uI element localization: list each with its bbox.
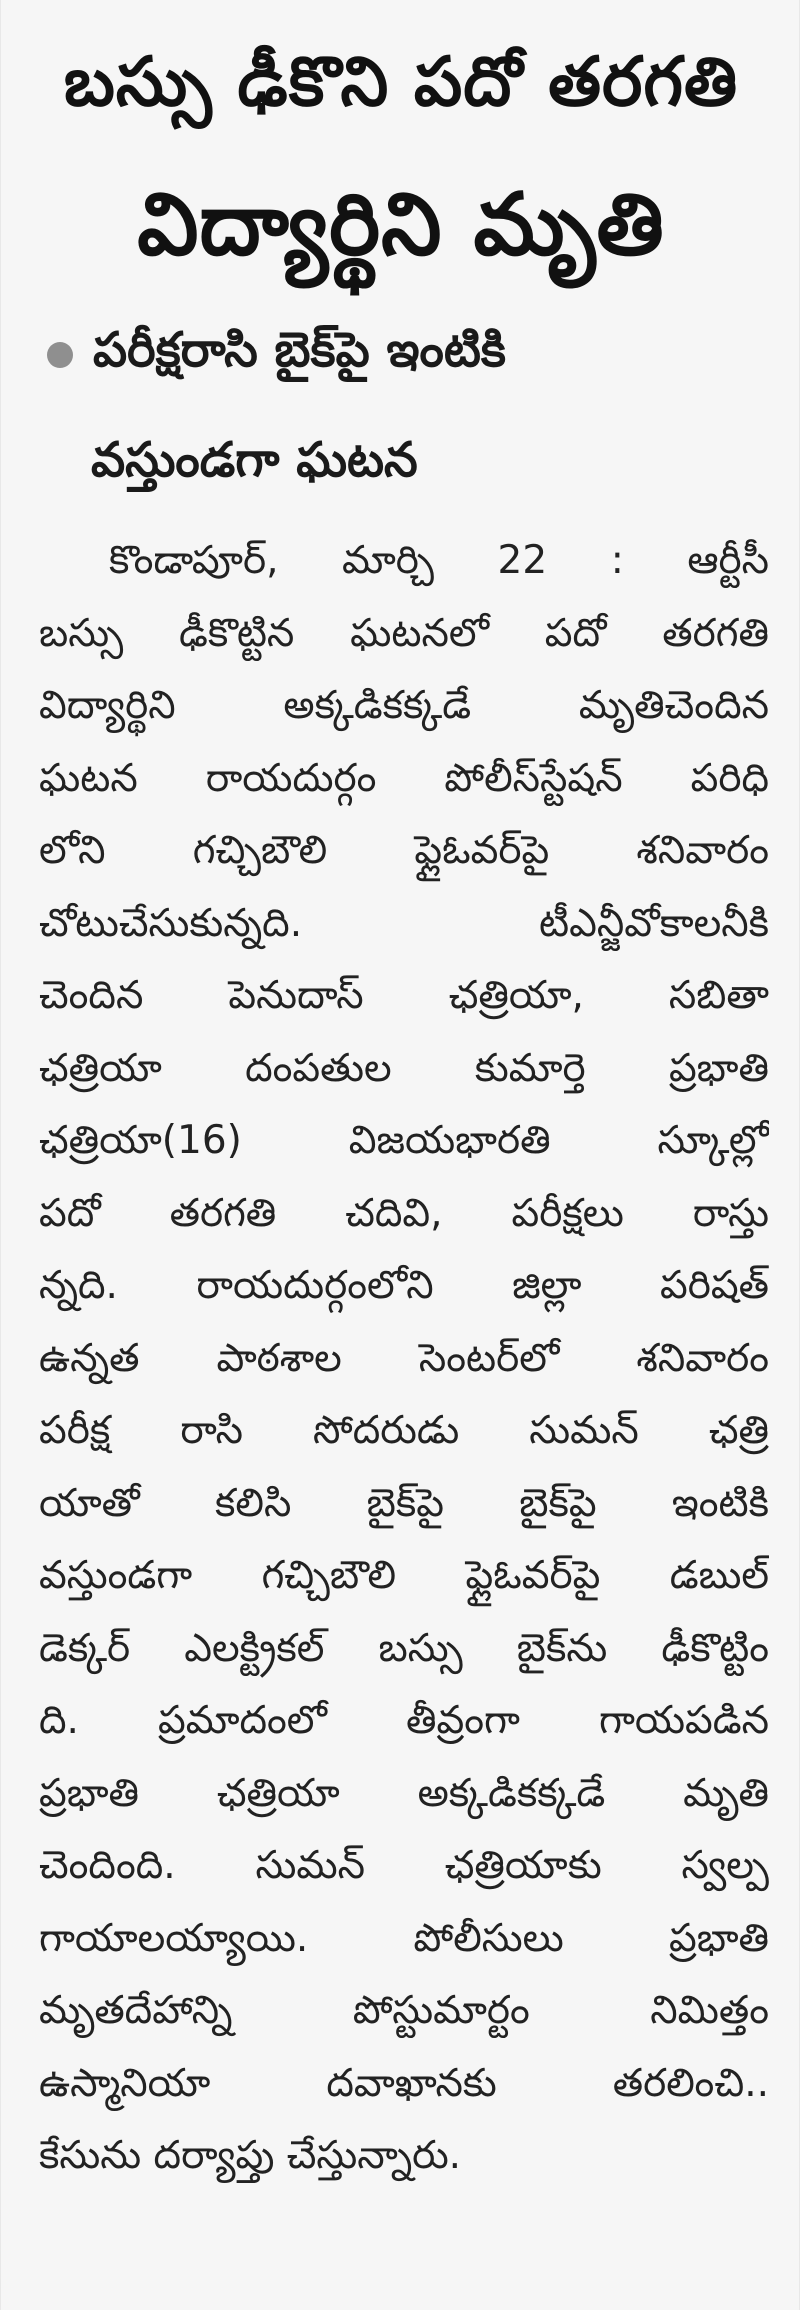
body-line: మృతదేహాన్ని పోస్టుమార్టం నిమిత్తం xyxy=(39,1988,769,2033)
bullet-dot-icon xyxy=(47,342,73,368)
body-line: పరీక్ష రాసి సోదరుడు సుమన్ ఛత్రి xyxy=(39,1408,769,1453)
headline-line-1: బస్సు ఢీకొని పదో తరగతి xyxy=(63,43,739,122)
body-line: ప్రభాతి ఛత్రియా అక్కడికక్కడే మృతి xyxy=(39,1770,769,1816)
body-line: ఛత్రియా(16) విజయభారతి స్కూల్లో xyxy=(39,1118,769,1163)
body-line: కొండాపూర్, మార్చి 22 : ఆర్టీసీ xyxy=(109,538,769,583)
article-body xyxy=(39,525,769,2193)
body-line: ది. ప్రమాదంలో తీవ్రంగా గాయపడిన xyxy=(39,1698,769,1743)
body-line: చోటుచేసుకున్నది. టీఎన్జీవోకాలనీకి xyxy=(39,900,769,946)
subheadline-row xyxy=(41,318,781,428)
body-line: విద్యార్థిని అక్కడికక్కడే మృతిచెందిన xyxy=(39,683,769,728)
body-line: న్నది. రాయదుర్గంలోని జిల్లా పరిషత్ xyxy=(39,1263,769,1308)
body-line: గాయాలయ్యాయి. పోలీసులు ప్రభాతి xyxy=(39,1915,769,1961)
subheadline-text: వస్తుండగా ఘటన xyxy=(91,432,418,488)
subheadline xyxy=(41,318,781,538)
body-line: యాతో కలిసి బైక్‌పై బైక్‌పై ఇంటికి xyxy=(39,1480,769,1526)
body-line: బస్సు ఢీకొట్టిన ఘటనలో పదో తరగతి xyxy=(39,610,769,656)
body-line: చెందిన పెనుదాస్ ఛత్రియా, సబితా xyxy=(39,973,769,1018)
body-line: ఉన్నత పాఠశాల సెంటర్‌లో శనివారం xyxy=(39,1335,769,1381)
body-line: లోని గచ్చిబౌలి ఫ్లైఓవర్‌పై శనివారం xyxy=(39,828,769,873)
subheadline-text: పరీక్షరాసి బైక్‌పై ఇంటికి xyxy=(93,322,506,378)
body-line: చెందింది. సుమన్ ఛత్రియాకు స్వల్ప xyxy=(39,1843,769,1888)
body-line: వస్తుండగా గచ్చిబౌలి ఫ్లైఓవర్‌పై డబుల్ xyxy=(39,1553,769,1598)
body-line: ఘటన రాయదుర్గం పోలీస్‌స్టేషన్ పరిధి xyxy=(39,755,769,801)
body-line: ఛత్రియా దంపతుల కుమార్తె ప్రభాతి xyxy=(39,1045,769,1091)
body-line: డెక్కర్ ఎలక్ట్రికల్ బస్సు బైక్‌ను ఢీకొట్టిం xyxy=(39,1625,769,1671)
headline-line-2: విద్యార్థిని మృతి xyxy=(137,175,665,275)
body-line: కేసును దర్యాప్తు చేస్తున్నారు. xyxy=(39,2133,462,2178)
subheadline-row xyxy=(41,428,781,538)
body-line: పదో తరగతి చదివి, పరీక్షలు రాస్తు xyxy=(39,1190,769,1236)
body-line: ఉస్మానియా దవాఖానకు తరలించి.. xyxy=(39,2060,769,2106)
